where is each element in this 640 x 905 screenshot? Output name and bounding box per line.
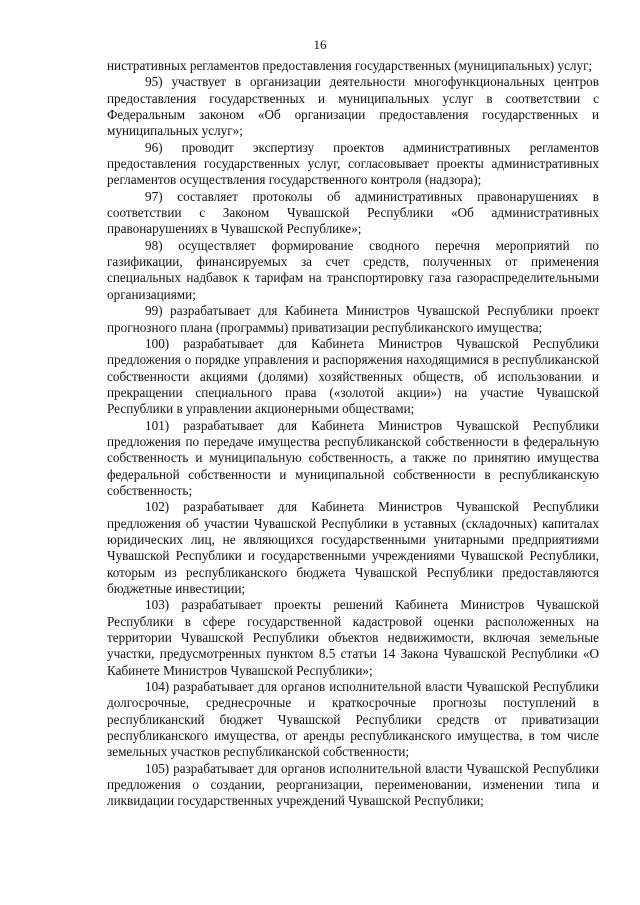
paragraph: 103) разрабатывает проекты решений Кабинета Министров Чувашской Республики в сфере государственной кадастровой оценки расположенных на территории Чувашской Республики объектов недвижимости, включая земельные участки, предусмотренных пунктом 8.5 статьи 14 Закона Чувашской Республики «О Кабинете Министров Чувашской Республики»;	[107, 597, 599, 678]
paragraph: 97) составляет протоколы об административных правонарушениях в соответствии с Законом Чувашской Республики «Об административных правонарушениях в Чувашской Республике»;	[107, 188, 599, 237]
page-number: 16	[313, 37, 327, 52]
paragraph: 101) разрабатывает для Кабинета Министров Чувашской Республики предложения по передаче имущества республиканской собственности в федеральную собственность и муниципальную собственность, а также по принятию имущества федеральной собственности и муниципальной собственности в республиканскую собственность;	[107, 417, 599, 498]
paragraph: 96) проводит экспертизу проектов административных регламентов предоставления государственных услуг, согласовывает проекты административных регламентов осуществления государственного контроля (надзора);	[107, 139, 599, 188]
paragraph: 98) осуществляет формирование сводного перечня мероприятий по газификации, финансируемых за счет средств, полученных от применения специальных надбавок к тарифам на транспортировку газа газораспределительными организациями;	[107, 237, 599, 302]
paragraph: 99) разрабатывает для Кабинета Министров Чувашской Республики проект прогнозного плана (программы) приватизации республиканского имущества;	[107, 303, 599, 335]
paragraph: 105) разрабатывает для органов исполнительной власти Чувашской Республики предложения о создании, реорганизации, переименовании, изменении типа и ликвидации государственных учреждений Чувашской Республики;	[107, 760, 599, 809]
paragraph: нистративных регламентов предоставления государственных (муниципальных) услуг;	[107, 58, 593, 73]
document-body	[107, 58, 599, 810]
paragraph: 95) участвует в организации деятельности многофункциональных центров предоставления государственных и муниципальных услуг в соответствии с Федеральным законом «Об организации предоставления государственных и муниципальных услуг»;	[107, 74, 599, 139]
paragraph: 104) разрабатывает для органов исполнительной власти Чувашской Республики долгосрочные, среднесрочные и краткосрочные прогнозы поступлений в республиканский бюджет Чувашской Республики средств от приватизации республиканского имущества, от аренды республиканского имущества, в том числе земельных участков республиканской собственности;	[107, 679, 599, 760]
paragraph: 100) разрабатывает для Кабинета Министров Чувашской Республики предложения о порядке управления и распоряжения находящимися в республиканской собственности акциями (долями) хозяйственных обществ, об использовании и прекращении специального права («золотой акции») на участие Чувашской Республики в управлении акционерными обществами;	[107, 335, 599, 417]
paragraph: 102) разрабатывает для Кабинета Министров Чувашской Республики предложения об участии Чувашской Республики в уставных (складочных) капиталах юридических лиц, не являющихся государственными унитарными предприятиями Чувашской Республики и государственными учреждениями Чувашской Республики, которым из республиканского бюджета Чувашской Республики предоставляются бюджетные инвестиции;	[107, 499, 599, 596]
